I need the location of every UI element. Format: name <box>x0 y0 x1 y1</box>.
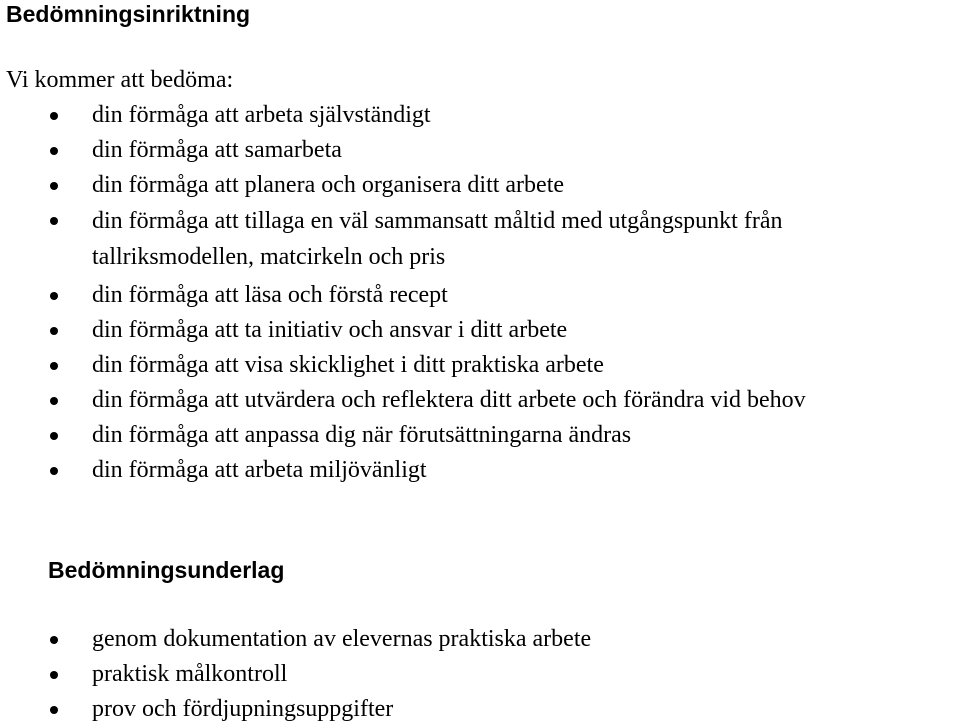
list-item <box>0 133 960 168</box>
list-item-text: din förmåga att visa skicklighet i ditt praktiska arbete <box>92 352 604 378</box>
bullet-icon <box>50 292 58 300</box>
list-item <box>0 383 960 418</box>
bullet-icon <box>50 467 58 475</box>
basis-list <box>0 622 960 727</box>
list-item-text: praktisk målkontroll <box>92 661 288 687</box>
list-item <box>0 453 960 488</box>
list-item-text: din förmåga att tillaga en väl sammansatt måltid med utgångspunkt från tallriksmodellen, matcirkeln och pris <box>92 208 783 270</box>
list-item-text: din förmåga att samarbeta <box>92 137 342 163</box>
list-item-text: din förmåga att arbeta självständigt <box>92 102 431 128</box>
list-item <box>0 313 960 348</box>
basis-heading: Bedömningsunderlag <box>48 557 285 583</box>
list-item <box>0 98 960 133</box>
assessment-heading: Bedömningsinriktning <box>6 1 251 27</box>
list-item <box>0 348 960 383</box>
bullet-icon <box>50 636 58 644</box>
bullet-icon <box>50 362 58 370</box>
assessment-intro: Vi kommer att bedöma: <box>6 67 234 93</box>
assessment-criteria-list <box>0 98 960 488</box>
list-item-text: din förmåga att arbeta miljövänligt <box>92 457 427 483</box>
bullet-icon <box>50 327 58 335</box>
list-item-text: din förmåga att planera och organisera ditt arbete <box>92 172 565 198</box>
list-item-text: din förmåga att anpassa dig när förutsättningarna ändras <box>92 422 632 448</box>
bullet-icon <box>50 397 58 405</box>
list-item-text: prov och fördjupningsuppgifter <box>92 696 394 722</box>
bullet-icon <box>50 706 58 714</box>
list-item-text: din förmåga att läsa och förstå recept <box>92 282 448 308</box>
list-item-text: din förmåga att ta initiativ och ansvar i ditt arbete <box>92 317 568 343</box>
bullet-icon <box>50 147 58 155</box>
list-item-text: din förmåga att utvärdera och reflektera ditt arbete och förändra vid behov <box>92 387 806 413</box>
list-item <box>0 168 960 203</box>
list-item <box>0 278 960 313</box>
bullet-icon <box>50 432 58 440</box>
list-item <box>0 657 960 692</box>
bullet-icon <box>50 217 58 225</box>
list-item <box>0 692 960 727</box>
bullet-icon <box>50 182 58 190</box>
list-item <box>0 418 960 453</box>
list-item <box>0 622 960 657</box>
bullet-icon <box>50 112 58 120</box>
list-item <box>0 203 942 275</box>
list-item-text: genom dokumentation av elevernas praktiska arbete <box>92 626 592 652</box>
bullet-icon <box>50 671 58 679</box>
